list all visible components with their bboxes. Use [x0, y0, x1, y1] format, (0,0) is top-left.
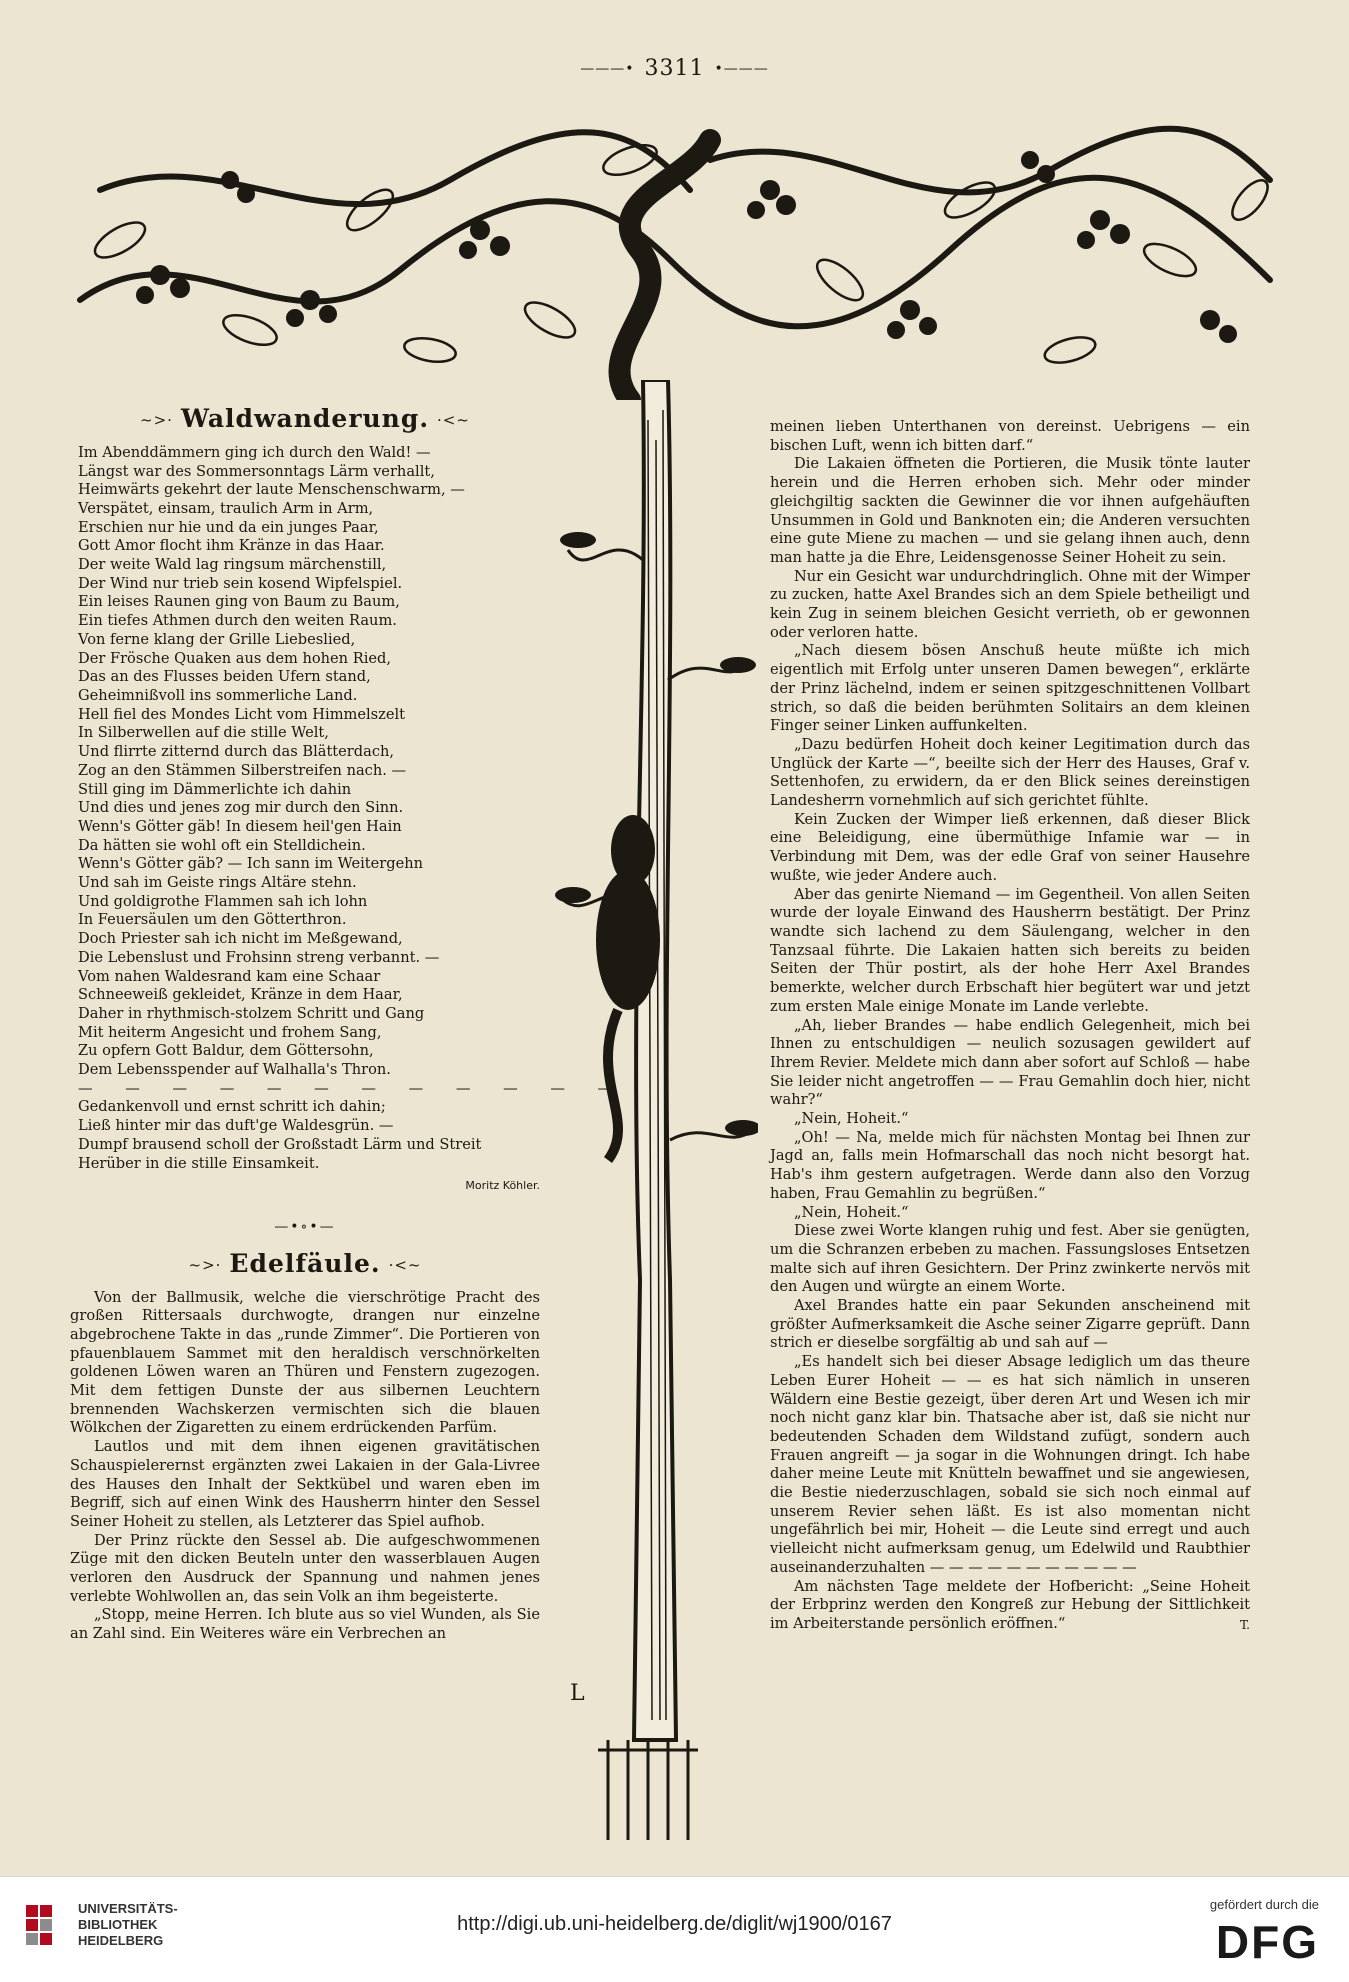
story-paragraph: Die Lakaien öffneten die Portieren, die Musik tönte lauter herein und die Herren erhoben sich. Mehr oder minder gleichgiltig sackten die Gewinner die vor ihnen aufgehäuften Unsummen in Gold und Banknoten ein; die Anderen versuchten eine gute Miene zu machen — und sie gelang ihnen auch, denn man hatte ja die Ehre, Leidensgenosse Seiner Hoheit zu sein. [770, 455, 1250, 566]
title-ornament-left: ~>· [140, 411, 173, 430]
poem-author: Moritz Köhler. [465, 1179, 540, 1193]
story-paragraph: Lautlos und mit dem ihnen eigenen gravitätischen Schauspielerernst ergänzten zwei Lakaien in der Gala-Livree des Hauses den Inhalt der Sektkübel und waren eben im Begriff, sich auf einen Wink des Hausherrn hinter den Sessel Seiner Hoheit zu stellen, als Letzterer das Spiel aufhob. [70, 1438, 540, 1530]
right-column [770, 418, 1250, 1634]
story-title [70, 1248, 540, 1278]
poem-line: Still ging im Dämmerlichte ich dahin [78, 780, 352, 798]
poem-title [70, 404, 540, 433]
page-number: ———• 3311 •——— [0, 56, 1349, 81]
institution-line3: HEIDELBERG [78, 1933, 164, 1948]
poem-line: Zu opfern Gott Baldur, dem Göttersohn, [78, 1042, 374, 1060]
poem-title-text: Waldwanderung. [180, 404, 430, 433]
story-paragraph: Kein Zucken der Wimper ließ erkennen, daß dieser Blick eine Beleidigung, eine übermüthige Infamie war — in Verbindung mit Dem, was der edle Graf von seiner Hausehre wußte, wie jeder Andere auch. [770, 810, 1250, 884]
poem-line: Wenn's Götter gäb? — Ich sann im Weitergehn [78, 855, 424, 873]
poem-line: Hell fiel des Mondes Licht vom Himmelszelt [78, 705, 406, 723]
story-paragraph: „Nach diesem bösen Anschuß heute müßte ich mich eigentlich mit Erfolg unter unseren Damen bewegen“, erklärte der Prinz lächelnd, indem er seinen spitzgeschnittenen Vollbart strich, so daß die beiden berühmten Solitairs an dem kleinen Finger seiner Linken auffunkelten. [770, 642, 1250, 735]
section-separator: —•∘•— [274, 1218, 336, 1235]
poem-line: Dem Lebensspender auf Walhalla's Thron. [78, 1061, 391, 1079]
story-paragraph: „Nein, Hoheit.“ [794, 1110, 909, 1128]
story-paragraph: „Oh! — Na, melde mich für nächsten Montag bei Ihnen zur Jagd an, falls mein Hofmarschall das noch nicht besorgt hat. Hab's ihm gestern aufgetragen. Werde dann also den Vorzug haben, Frau Gemahlin zu begrüßen.“ [770, 1128, 1250, 1202]
poem-line: Ein tiefes Athmen durch den weiten Raum. [78, 612, 397, 630]
permalink-url[interactable]: http://digi.ub.uni-heidelberg.de/diglit/wj1900/0167 [457, 1913, 892, 1935]
story-paragraph: „Nein, Hoheit.“ [794, 1203, 909, 1221]
dash-line: — — — — — — — — — — — — [78, 1079, 627, 1097]
poem-line: Im Abenddämmern ging ich durch den Wald! — [78, 443, 431, 461]
institution-line1: UNIVERSITÄTS- [78, 1901, 178, 1916]
poem-line: Gott Amor flocht ihm Kränze in das Haar. [78, 537, 385, 555]
story-paragraph: „Ah, lieber Brandes — habe endlich Gelegenheit, mich bei Ihnen zu entschuldigen — neulich sozusagen gewildert auf Ihrem Revier. Meldete mich dann aber sofort auf Schloß — habe Sie leider nicht angetroffen — — Frau Gemahlin doch hier, nicht wahr?“ [770, 1016, 1250, 1109]
story-ornament-left: ~>· [188, 1255, 222, 1274]
poem-line: Der weite Wald lag ringsum märchenstill, [78, 556, 387, 574]
poem-line: Erschien nur hie und da ein junges Paar, [78, 518, 379, 536]
story-paragraph: meinen lieben Unterthanen von dereinst. Uebrigens — ein bischen Luft, wenn ich bitten darf.“ [770, 418, 1250, 454]
cherry-branch-vignette [70, 100, 1280, 400]
poem-line: Geheimnißvoll ins sommerliche Land. [78, 686, 358, 704]
poem-dash-line [70, 1079, 627, 1099]
story-paragraph: Von der Ballmusik, welche die vierschrötige Pracht des großen Rittersaals durchwogte, drangen nur einzelne abgebrochene Takte in das „runde Zimmer“. Die Portieren von pfauenblauem Sammet mit den heraldisch verschnörkelten goldenen Löwen waren an Thüren und Fenstern zugezogen. Mit dem fettigen Dunste der aus silbernen Leuchtern brennenden Wachskerzen vermischten sich die blauen Wölkchen der Zigaretten zu einem erdrückenden Parfüm. [70, 1288, 540, 1437]
poem-line: Heimwärts gekehrt der laute Menschenschwarm, — [78, 481, 465, 499]
story-paragraph: Axel Brandes hatte ein paar Sekunden anscheinend mit größter Aufmerksamkeit die Asche seiner Zigarre geprüft. Dann strich er dieselbe sorgfältig ab und sah auf — [770, 1297, 1250, 1352]
poem-lines [70, 444, 540, 1080]
poem-line: Verspätet, einsam, traulich Arm in Arm, [78, 499, 374, 517]
story-paragraph: „Dazu bedürfen Hoheit doch keiner Legitimation durch das Unglück der Karte —“, beeilte sich der Herr des Hauses, Graf v. Settenhofen, zu erwidern, da er den Blick seines dereinstigen Landesherrn vornehmlich auf sich gerichtet fühlte. [770, 735, 1250, 810]
story-paragraph: „Es handelt sich bei dieser Absage lediglich um das theure Leben Eurer Hoheit — — es hat sich nämlich in unseren Wäldern eine Bestie gezeigt, über deren Art und Wesen ich mir noch nicht ganz klar bin. Thatsache aber ist, daß sie nicht nur bedeutenden Schaden dem Wildstand zufügt, sondern auch Frauen angreift — ja sogar in die Wohnungen dringt. Ich habe daher meine Leute mit Knütteln bewaffnet und sie angewiesen, die Bestie niederzuschlagen, sobald sie sich noch einmal auf unserem Revier sehen läßt. Es ist also momentan nicht ungefährlich bei mir, Hoheit — die Leute sind erregt und auch vielleicht nicht aufmerksam genug, um Edelwild und Raubthier auseinanderzuhalten — — — — — — — — — — — [770, 1353, 1250, 1576]
poem-line: Die Lebenslust und Frohsinn streng verbannt. — [78, 948, 440, 966]
story-title-text: Edelfäule. [229, 1248, 381, 1278]
story-paragraph: Der Prinz rückte den Sessel ab. Die aufgeschwommenen Züge mit den dicken Beuteln unter den wasserblauen Augen verloren den Ausdruck der Spannung und nahmen jenes verlebte Wohlwollen an, das sein Volk an ihm begeisterte. [70, 1531, 540, 1605]
story-paragraph: Am nächsten Tage meldete der Hofbericht: „Seine Hoheit der Erbprinz werden den Kongreß zur Hebung der Sittlichkeit im Arbeiterstande persönlich eröffnen.“ [770, 1577, 1250, 1632]
story-paragraph: Nur ein Gesicht war undurchdringlich. Ohne mit der Wimper zu zucken, hatte Axel Brandes sich an dem Spiele betheiligt und kein Zug in seinem bleichen Gesicht verrieth, ob er gewonnen oder verloren hatte. [770, 567, 1250, 641]
poem-line: Und goldigrothe Flammen sah ich lohn [78, 892, 368, 910]
story-paragraph: „Stopp, meine Herren. Ich blute aus so viel Wunden, als Sie an Zahl sind. Ein Weiteres wäre ein Verbrechen an [70, 1606, 540, 1643]
poem-line: Vom nahen Waldesrand kam eine Schaar [78, 967, 381, 985]
poem-line: Und dies und jenes zog mir durch den Sinn. [78, 799, 404, 817]
poem-line: Gedankenvoll und ernst schritt ich dahin; [78, 1098, 386, 1116]
poem-line: Mit heiterm Angesicht und frohem Sang, [78, 1023, 382, 1041]
poem-closing-lines [70, 1098, 540, 1173]
illustrator-signature: L [570, 1681, 585, 1706]
story-signature: T. [1239, 1617, 1250, 1632]
poem-line: Da hätten sie wohl oft ein Stelldichein. [78, 836, 366, 854]
funded-by-label: gefördert durch die [1209, 1897, 1319, 1912]
poem-line: Und flirrte zitternd durch das Blätterdach, [78, 743, 395, 761]
story-left-paragraphs [70, 1289, 540, 1644]
poem-line: Der Wind nur trieb sein kosend Wipfelspiel. [78, 574, 403, 592]
story-ornament-right: ·<~ [388, 1255, 422, 1274]
story-paragraph: Diese zwei Worte klangen ruhig und fest. Aber sie genügten, um die Schranzen erbeben zu machen. Fassungsloses Entsetzen malte sich auf ihren Gesichtern. Der Prinz zwinkerte nervös mit den Augen und würgte an einem Worte. [770, 1222, 1250, 1296]
poem-line: In Feuersäulen um den Götterthron. [78, 911, 347, 929]
poem-line: Das an des Flusses beiden Ufern stand, [78, 668, 371, 686]
digital-library-footer [0, 1876, 1349, 1982]
story-paragraph: Aber das genirte Niemand — im Gegentheil. Von allen Seiten wurde der loyale Einwand des Hausherrn bestätigt. Der Prinz wandte sich lachend zu dem Säulengang, welcher in den Tanzsaal führte. Die Lakaien hatten sich bereits zu beiden Seiten der Thür postirt, als der hohe Herr Axel Brandes bemerkte, welcher durch Erbschaft hier begütert war und jetzt zum ersten Male einige Monate im Lande verlebte. [770, 885, 1250, 1015]
poem-line: In Silberwellen auf die stille Welt, [78, 724, 329, 742]
poem-line: Ein leises Raunen ging von Baum zu Baum, [78, 593, 400, 611]
title-ornament-right: ·<~ [437, 411, 470, 430]
poem-line: Und sah im Geiste rings Altäre stehn. [78, 874, 357, 892]
poem-line: Daher in rhythmisch-stolzem Schritt und Gang [78, 1004, 425, 1022]
tree-trunk-illustration [548, 380, 758, 1840]
story-right-paragraphs [770, 418, 1250, 1634]
poem-line: Zog an den Stämmen Silberstreifen nach. — [78, 761, 407, 779]
institution-line2: BIBLIOTHEK [78, 1917, 158, 1932]
poem-line: Schneeweiß gekleidet, Kränze in dem Haar, [78, 986, 403, 1004]
dfg-logo: DFG [1215, 1916, 1319, 1968]
poem-line: Dumpf brausend scholl der Großstadt Lärm und Streit [78, 1135, 482, 1153]
poem-line: Längst war des Sommersonntags Lärm verhallt, [78, 462, 435, 480]
poem-line: Von ferne klang der Grille Liebeslied, [78, 630, 356, 648]
poem-line: Der Frösche Quaken aus dem hohen Ried, [78, 649, 391, 667]
poem-line: Ließ hinter mir das duft'ge Waldesgrün. — [78, 1117, 394, 1135]
poem-line: Wenn's Götter gäb! In diesem heil'gen Hain [78, 817, 402, 835]
poem-line: Doch Priester sah ich nicht im Meßgewand, [78, 930, 403, 948]
poem-line: Herüber in die stille Einsamkeit. [78, 1154, 320, 1172]
left-column [70, 404, 627, 1644]
